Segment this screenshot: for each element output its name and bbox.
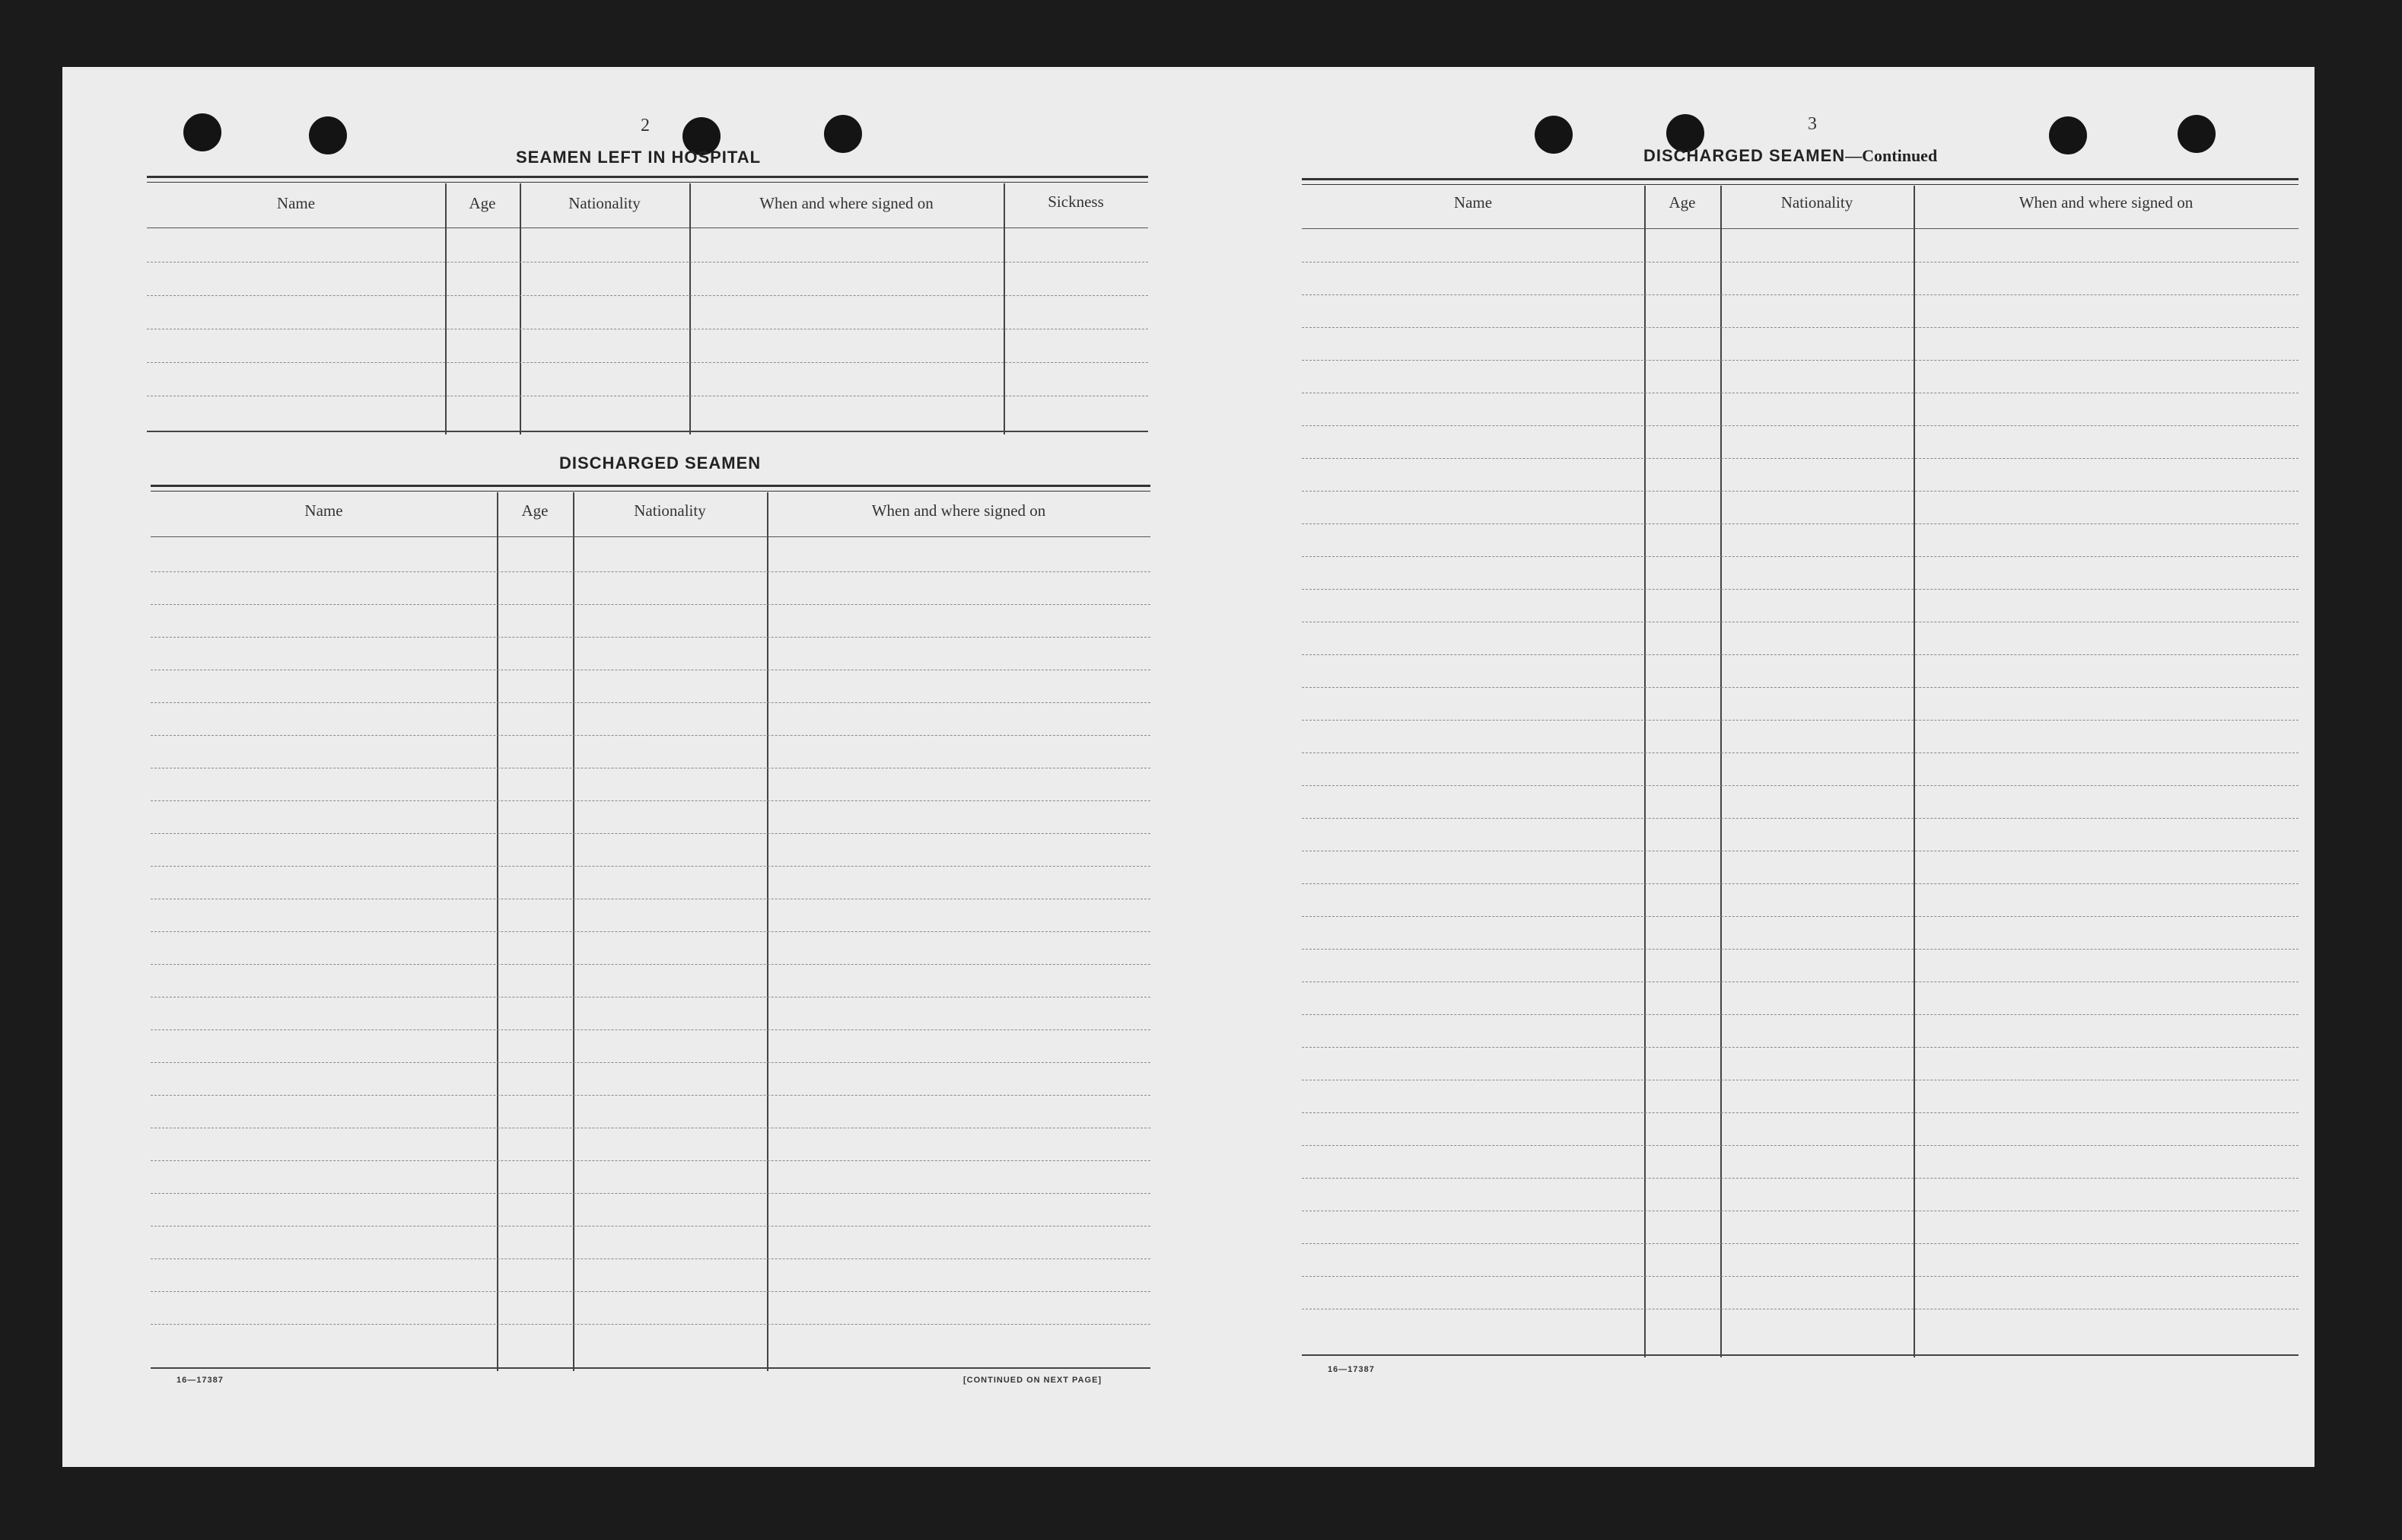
table-row bbox=[1302, 1145, 2299, 1146]
table-row bbox=[1302, 1276, 2299, 1277]
column-header-signed-on: When and where signed on bbox=[759, 194, 934, 212]
table-row bbox=[151, 866, 1150, 867]
punch-hole bbox=[1535, 116, 1573, 154]
discharged-table bbox=[151, 485, 1150, 1371]
table-row bbox=[1302, 1014, 2299, 1015]
table-row bbox=[1302, 523, 2299, 524]
page-number-right: 3 bbox=[1808, 114, 1817, 134]
punch-hole bbox=[824, 115, 862, 153]
column-header-age: Age bbox=[521, 501, 549, 520]
column-header-name: Name bbox=[1453, 193, 1493, 212]
column-header-name: Name bbox=[276, 194, 316, 212]
table-row bbox=[151, 1193, 1150, 1194]
table-row bbox=[1302, 1047, 2299, 1048]
continued-note: [CONTINUED ON NEXT PAGE] bbox=[963, 1376, 1102, 1385]
title-suffix: —Continued bbox=[1845, 146, 1938, 165]
table-row bbox=[151, 1062, 1150, 1063]
table-row bbox=[151, 1324, 1150, 1325]
column-header-nationality: Nationality bbox=[568, 194, 641, 212]
table-row bbox=[151, 1258, 1150, 1259]
punch-hole bbox=[2178, 115, 2216, 153]
hospital-table bbox=[147, 176, 1148, 434]
column-header-name: Name bbox=[304, 501, 343, 520]
table-row bbox=[151, 571, 1150, 572]
table-row bbox=[151, 800, 1150, 801]
table-row bbox=[1302, 360, 2299, 361]
table-row bbox=[1302, 425, 2299, 426]
table-row bbox=[151, 997, 1150, 998]
column-header-signed-on: When and where signed on bbox=[871, 501, 1046, 520]
column-header-age: Age bbox=[469, 194, 496, 212]
table-row bbox=[151, 1226, 1150, 1227]
column-header-age: Age bbox=[1669, 193, 1696, 212]
discharged-continued-title bbox=[1643, 146, 1937, 166]
table-row bbox=[1302, 916, 2299, 917]
table-row bbox=[151, 931, 1150, 932]
table-row bbox=[151, 637, 1150, 638]
punch-hole bbox=[309, 116, 347, 154]
column-header-nationality: Nationality bbox=[1780, 193, 1853, 212]
discharged-continued-table bbox=[1302, 178, 2299, 1357]
page-number-left: 2 bbox=[641, 116, 650, 135]
column-header-nationality: Nationality bbox=[634, 501, 706, 520]
table-row bbox=[1302, 1112, 2299, 1113]
column-header-signed-on: When and where signed on bbox=[2019, 193, 2194, 212]
table-row bbox=[151, 833, 1150, 834]
table-row bbox=[151, 1029, 1150, 1030]
table-row bbox=[147, 362, 1148, 363]
table-row bbox=[1302, 491, 2299, 492]
form-number-right: 16—17387 bbox=[1328, 1365, 1375, 1374]
table-row bbox=[1302, 785, 2299, 786]
table-row bbox=[1302, 752, 2299, 753]
table-row bbox=[1302, 294, 2299, 295]
table-row bbox=[1302, 458, 2299, 459]
table-row bbox=[151, 702, 1150, 703]
table-row bbox=[151, 1160, 1150, 1161]
table-row bbox=[1302, 654, 2299, 655]
table-row bbox=[1302, 327, 2299, 328]
table-row bbox=[1302, 720, 2299, 721]
table-row bbox=[151, 964, 1150, 965]
hospital-title: SEAMEN LEFT IN HOSPITAL bbox=[516, 148, 762, 167]
table-row bbox=[1302, 589, 2299, 590]
table-row bbox=[1302, 1178, 2299, 1179]
table-row bbox=[1302, 949, 2299, 950]
form-number-left: 16—17387 bbox=[177, 1376, 224, 1385]
table-row bbox=[1302, 556, 2299, 557]
punch-hole bbox=[2049, 116, 2087, 154]
table-row bbox=[151, 735, 1150, 736]
table-row bbox=[151, 1095, 1150, 1096]
table-row bbox=[1302, 1243, 2299, 1244]
table-row bbox=[151, 604, 1150, 605]
punch-hole bbox=[183, 113, 221, 151]
table-row bbox=[147, 295, 1148, 296]
title-text: DISCHARGED SEAMEN bbox=[1643, 146, 1846, 165]
discharged-title: DISCHARGED SEAMEN bbox=[559, 453, 762, 473]
table-row bbox=[1302, 818, 2299, 819]
table-row bbox=[1302, 883, 2299, 884]
table-row bbox=[151, 1291, 1150, 1292]
column-header-sickness: Sickness bbox=[1048, 192, 1104, 211]
table-row bbox=[1302, 687, 2299, 688]
